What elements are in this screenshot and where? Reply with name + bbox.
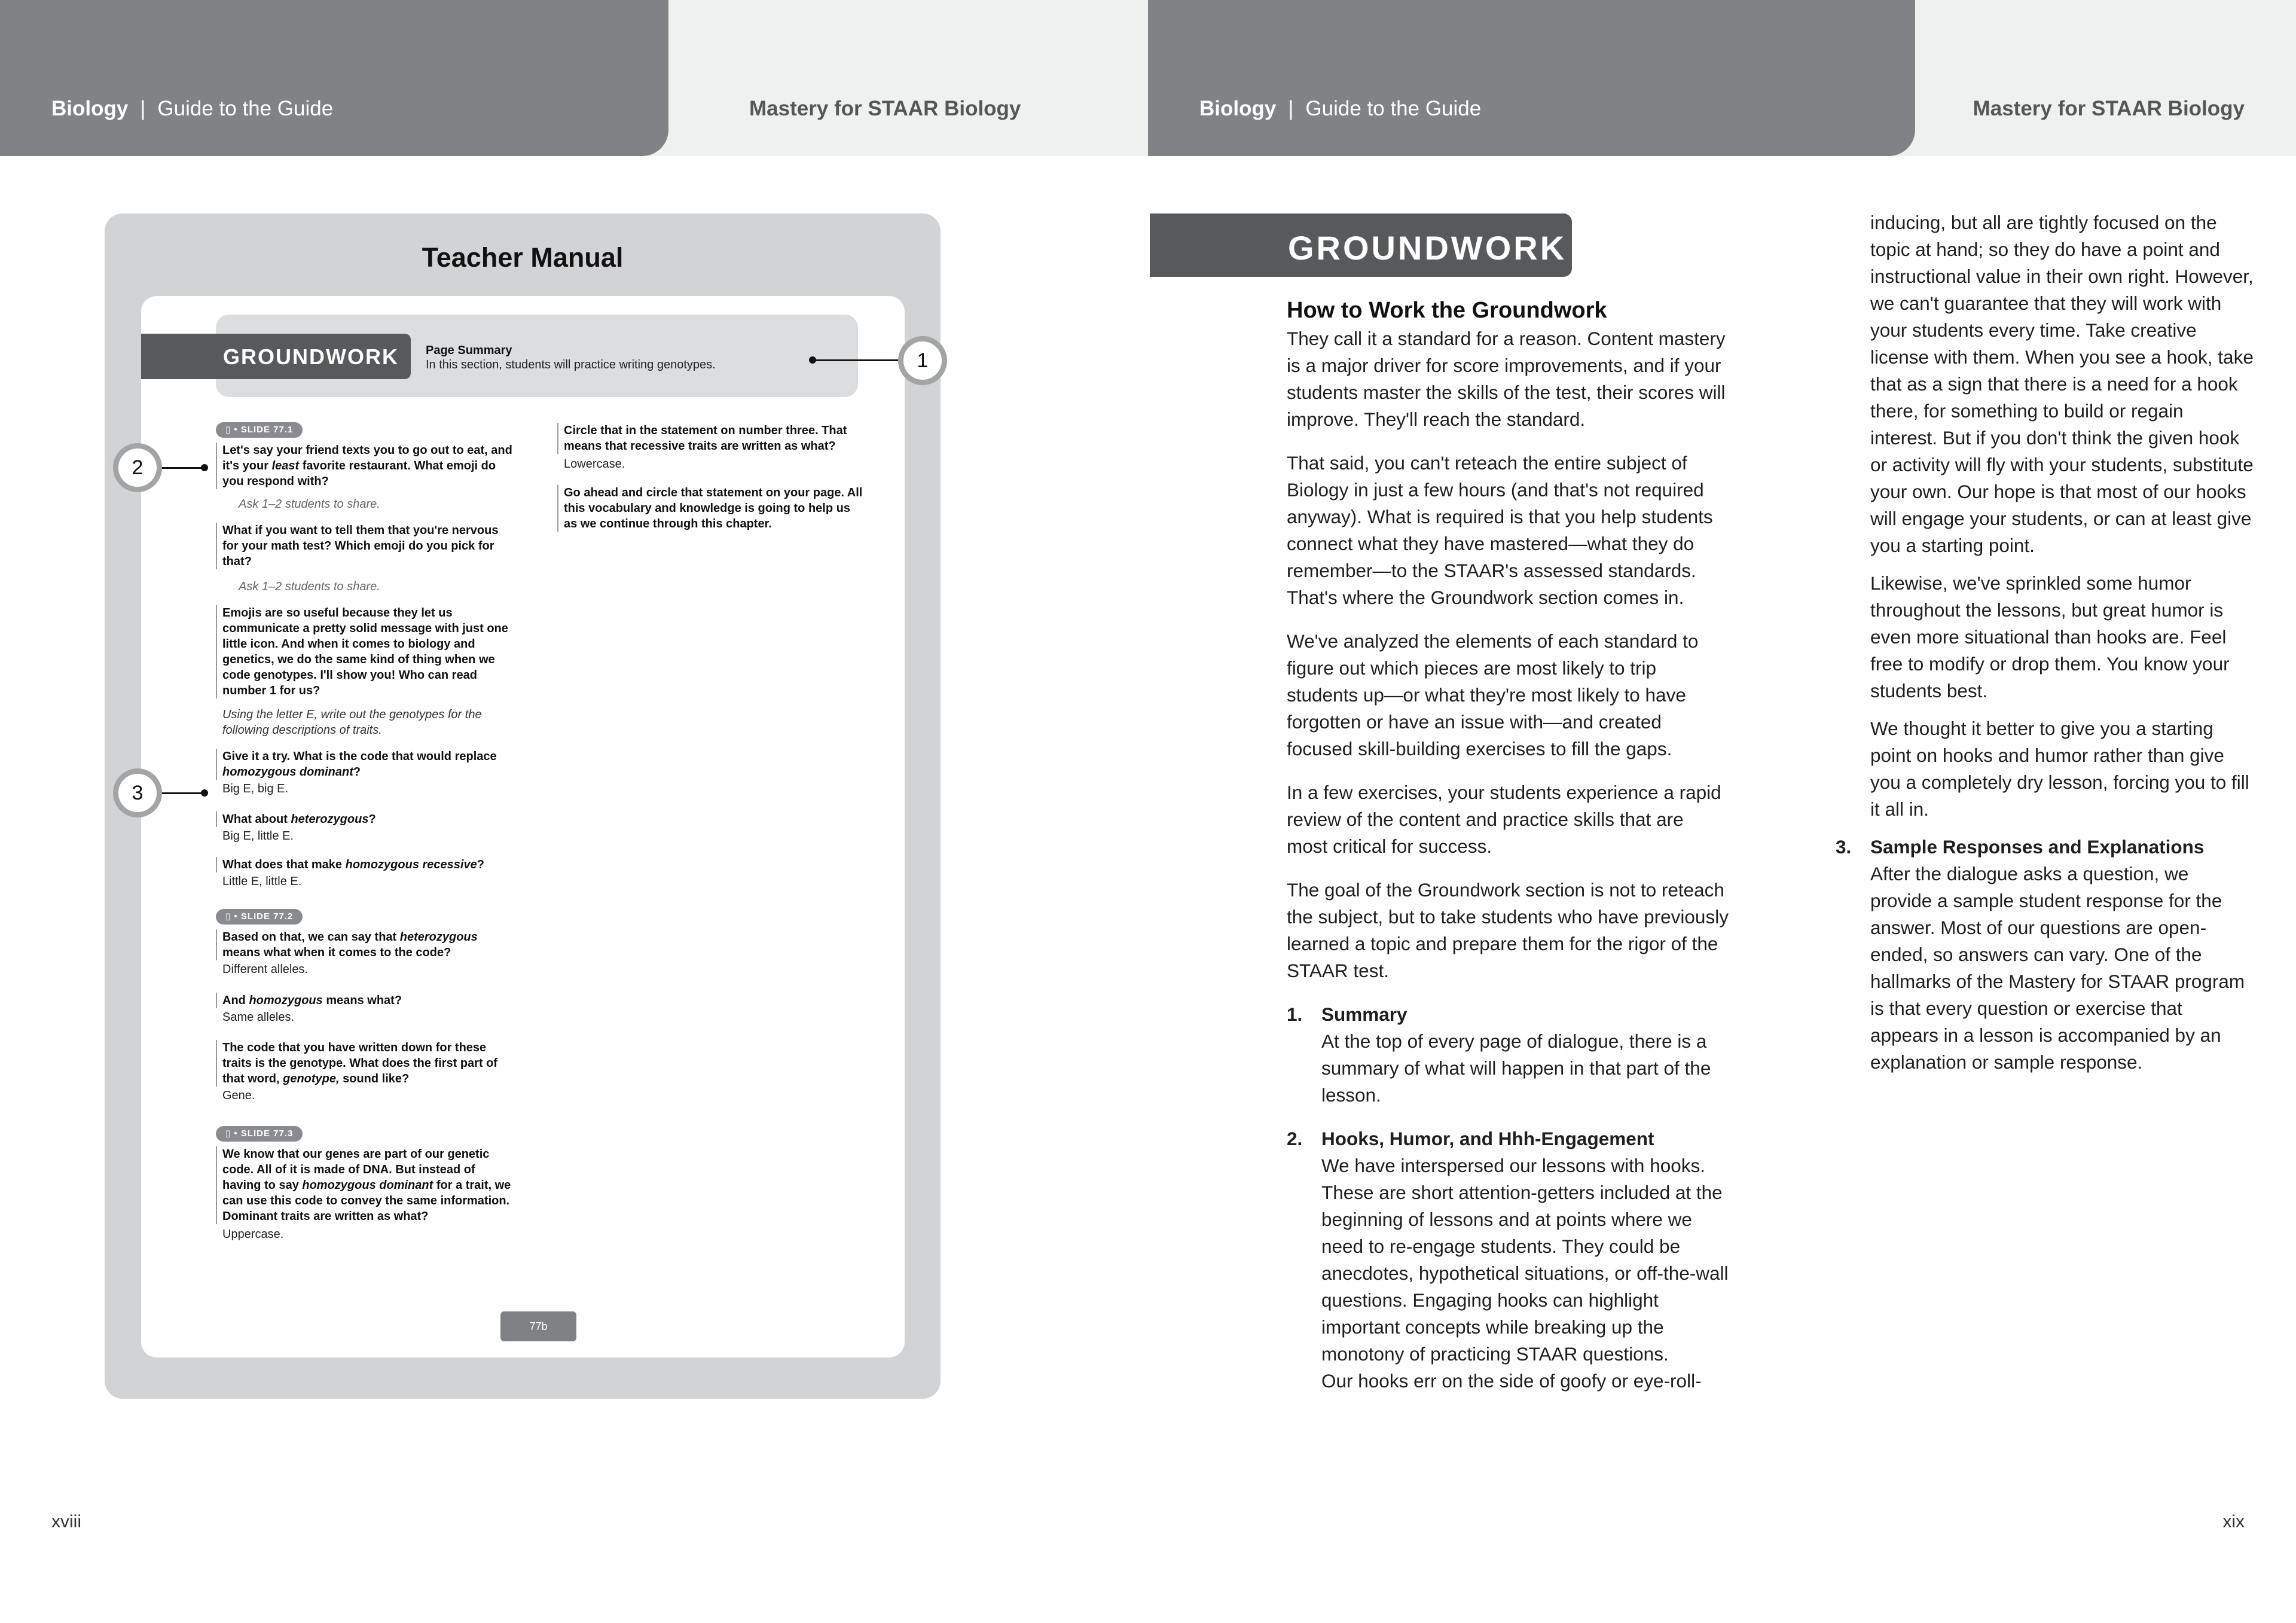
page-summary-text: In this section, students will practice writing genotypes. [426,358,716,371]
list-number: 1. [1287,1003,1303,1025]
list-item [1836,834,2254,1076]
manual-page-number: 77b [500,1311,576,1341]
dialogue-line: Emojis are so useful because they let us communicate a pretty solid message with just one little icon. And when it comes to biology and genetics, we do the same kind of thing when we code genotypes. I'll show you! Who can read number 1 for us? [216,605,515,698]
callout-line [160,792,204,794]
slide-tag: ▯ • SLIDE 77.1 [216,422,303,438]
paragraph: They call it a standard for a reason. Content mastery is a major driver for score improvements, and if your students master the skills of the test, their scores will improve. They'll reach the standard. [1287,328,1726,430]
page-number: xviii [51,1512,81,1532]
paragraph: Likewise, we've sprinkled some humor throughout the lessons, but great humor is even more situational than hooks are. Feel free to modify or drop them. You know your students best. [1870,572,2230,701]
page-summary-title: Page Summary [426,344,512,357]
list-item [1287,1001,1729,1109]
groundwork-label-bar [141,334,411,379]
teacher-manual-title: Teacher Manual [422,242,624,273]
sample-response: Big E, big E. [222,782,289,795]
paragraph: We thought it better to give you a starting point on hooks and humor rather than give you a completely dry lesson, forcing you to fill it all in. [1870,718,2249,820]
list-item-text: We have interspersed our lessons with hooks. These are short attention-getters included at the beginning of lessons and at points where we need to re-engage students. They could be anecdotes, hypothetical situations, or off-the-wall questions. Engaging hooks can highlight important concepts while breaking up the monotony of practicing STAAR questions. [1321,1155,1729,1365]
sample-response: Same alleles. [222,1011,295,1024]
paragraph: We've analyzed the elements of each standard to figure out which pieces are most likely to trip students up—or what they're most likely to have forgotten or have an issue with—and created focused skill-building exercises to fill the gaps. [1287,630,1699,759]
slide-tag: ▯ • SLIDE 77.2 [216,909,303,925]
header-separator: | [1288,97,1294,120]
dialogue-line: What about heterozygous? [216,812,515,827]
right-page [1148,0,2296,1623]
teacher-note: Ask 1–2 students to share. [239,498,380,511]
sample-response: Gene. [222,1089,255,1102]
header-subject: Biology [1199,97,1277,120]
header-book-title: Mastery for STAAR Biology [749,97,1021,120]
header-guide-title: Guide to the Guide [157,97,334,120]
header-subject: Biology [51,97,129,120]
groundwork-label: GROUNDWORK [223,344,399,369]
list-item [1287,1125,1729,1395]
paragraph: In a few exercises, your students experience a rapid review of the content and practice skills that are most critical for success. [1287,782,1721,857]
header-tab [0,0,668,156]
dialogue-line: Let's say your friend texts you to go out to eat, and it's your least favorite restaurant. What emoji do you respond with? [216,443,515,489]
list-item-text: At the top of every page of dialogue, there is a summary of what will happen in that part of the lesson. [1321,1030,1711,1106]
list-item-title: Sample Responses and Explanations [1870,836,2205,858]
running-head [51,97,333,121]
list-number: 2. [1287,1128,1303,1149]
sample-response: Lowercase. [564,457,625,471]
list-number: 3. [1836,836,1852,858]
sample-response: Little E, little E. [222,875,302,888]
section-heading: How to Work the Groundwork [1287,298,1607,323]
callout-dot [201,464,208,471]
list-item-text: After the dialogue asks a question, we provide a sample student response for the answer. Most of our questions are open-ended, so answers can vary. One of the hallmarks of the Mastery for STAAR program is that every question or exercise that appears in a lesson is accompanied by an explanation or sample response. [1870,863,2245,1073]
header-tab [1148,0,1915,156]
list-item-title: Summary [1321,1003,1407,1025]
paragraph: inducing, but all are tightly focused on the topic at hand; so they do have a point and instructional value in their own right. However, we can't guarantee that they will work with your students every time. Take creative license with them. When you see a hook, take that as a sign that there is a need for a hook there, for something to build or regain interest. But if you don't think the given hook or activity will fly with your students, substitute your own. Our hope is that most of our hooks will engage your students, or can at least give you a starting point. [1870,212,2254,556]
header-book-title: Mastery for STAAR Biology [1973,97,2245,120]
dialogue-line: Go ahead and circle that statement on your page. All this vocabulary and knowledge is going to help us as we continue through this chapter. [557,485,863,532]
dialogue-line: We know that our genes are part of our genetic code. All of it is made of DNA. But instead of having to say homozygous dominant for a trait, we can use this code to convey the same information. Dominant traits are written as what? [216,1146,515,1224]
callout-3: 3 [113,768,162,817]
sample-response: Uppercase. [222,1228,284,1241]
running-head [1199,97,1481,121]
text-column-1 [1287,295,1729,1411]
teacher-manual-card [105,213,941,1399]
paragraph: The goal of the Groundwork section is not to reteach the subject, but to take students who have previously learned a topic and prepare them for the rigor of the STAAR test. [1287,879,1729,981]
dialogue-line: The code that you have written down for these traits is the genotype. What does the first part of that word, genotype, sound like? [216,1040,515,1087]
teacher-manual-page [141,296,905,1357]
slide-tag: ▯ • SLIDE 77.3 [216,1126,303,1142]
dialogue-line: Give it a try. What is the code that would replace homozygous dominant? [216,749,515,780]
callout-2: 2 [113,443,162,492]
list-item-text: Our hooks err on the side of goofy or eye-roll- [1321,1370,1702,1392]
student-instruction: Using the letter E, write out the genotypes for the following descriptions of traits. [222,708,482,737]
list-item-title: Hooks, Humor, and Hhh-Engagement [1321,1128,1654,1149]
callout-dot [201,789,208,797]
page-number: xix [2222,1512,2245,1532]
dialogue-line: What if you want to tell them that you're nervous for your math test? Which emoji do you pick for that? [216,523,515,569]
dialogue-line: And homozygous means what? [216,993,515,1008]
header-separator: | [140,97,146,120]
callout-1: 1 [898,336,947,385]
groundwork-banner [1150,213,1572,277]
dialogue-line: What does that make homozygous recessive? [216,857,515,872]
dialogue-line: Based on that, we can say that heterozygous means what when it comes to the code? [216,929,515,960]
callout-dot [809,356,816,364]
callout-line [160,467,204,469]
header-guide-title: Guide to the Guide [1305,97,1482,120]
teacher-note: Ask 1–2 students to share. [239,580,380,593]
dialogue-line: Circle that in the statement on number three. That means that recessive traits are written as what? [557,423,863,454]
sample-response: Big E, little E. [222,829,294,843]
groundwork-banner-label: GROUNDWORK [1288,229,1567,267]
sample-response: Different alleles. [222,963,309,976]
paragraph: That said, you can't reteach the entire subject of Biology in just a few hours (and that's not required anyway). What is required is that you help students connect what they have mastered—what they do remember—to the STAAR's assessed standards. That's where the Groundwork section comes in. [1287,452,1713,608]
text-column-2 [1836,209,2254,1093]
